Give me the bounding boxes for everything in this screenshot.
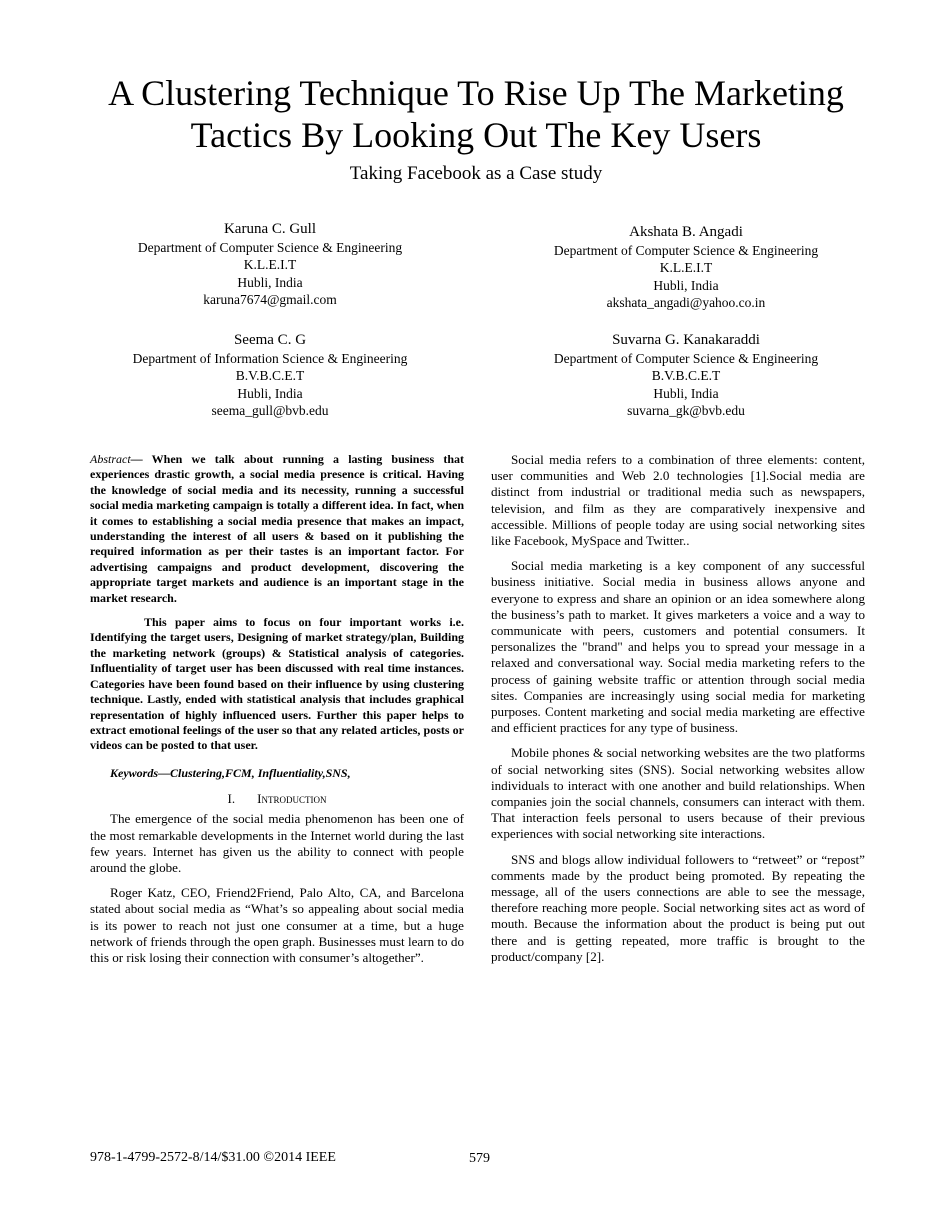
author-name: Seema C. G — [233, 332, 307, 348]
abstract-paragraph — [90, 452, 464, 606]
body-paragraph: Social media refers to a combination of three elements: content, user communities and Web 2.0 technologies [1].Social media are distinct from industrial or traditional media such as newspapers, television, and film as they are comparatively inexpensive and accessible. Millions of people today are using social networking sites like Facebook, MySpace and Twitter.. — [491, 452, 865, 549]
body-paragraph: Social media marketing is a key component of any successful business initiative. Social media in business allows anyone and everyone to express and share an opinion or an idea somewhere along the business’s path to market. It gives marketers a voice and a way to communicate with peers, customers and potential consumers. It personalizes the "brand" and helps you to spread your message in a relaxed and conversational way. Social media marketing refers to the process of gaining website traffic or attention through social media sites. Companies are increasingly using social media for marketing purposes. Content marketing and social media marketing are effective and efficient practices for any type of business. — [491, 558, 865, 736]
author-city: Hubli, India — [237, 385, 303, 401]
author-city: Hubli, India — [237, 274, 303, 290]
author-institution: B.V.B.C.E.T — [651, 368, 721, 384]
author-email: seema_gull@bvb.edu — [211, 402, 329, 418]
paper-subtitle: Taking Facebook as a Case study — [349, 163, 603, 184]
author-city: Hubli, India — [653, 385, 719, 401]
body-paragraph: SNS and blogs allow individual followers to “retweet” or “repost” comments made by the product being promoted. By repeating the message, all of the users connections are able to see the message, therefore reaching more people. Social networking sites act as word of mouth. Because the information about the product is being put out there and is getting repeated, more traffic is brought to the product/company [2]. — [491, 851, 865, 964]
page-number: 579 — [469, 1151, 490, 1166]
author-block — [100, 219, 440, 308]
title-line-1: A Clustering Technique To Rise Up The Marketing — [108, 73, 844, 113]
author-institution: K.L.E.I.T — [659, 260, 713, 276]
paper-title — [0, 72, 952, 156]
author-email: karuna7674@gmail.com — [203, 291, 337, 307]
right-column — [491, 452, 865, 974]
section-title: Introduction — [257, 791, 327, 807]
author-block — [510, 330, 862, 419]
body-paragraph: Roger Katz, CEO, Friend2Friend, Palo Alto, CA, and Barcelona stated about social media as “What’s so appealing about social media is its power to reach not just one consumer at a time, but a huge network of friends through the open graph. Businesses must learn to do this or risk losing their connection with consumer’s altogether”. — [90, 885, 464, 965]
author-email: suvarna_gk@bvb.edu — [627, 402, 745, 418]
author-block — [100, 330, 440, 419]
author-department: Department of Computer Science & Engineering — [137, 240, 403, 255]
keywords: Keywords—Clustering,FCM, Influentiality,SNS, — [110, 765, 351, 780]
title-line-2: Tactics By Looking Out The Key Users — [190, 115, 762, 155]
author-name: Karuna C. Gull — [223, 221, 317, 237]
author-name: Suvarna G. Kanakaraddi — [612, 332, 760, 348]
section-number: I. — [227, 791, 236, 807]
author-department: Department of Computer Science & Engineering — [553, 351, 819, 366]
abstract-text: When we talk about running a lasting business that experiences drastic growth, a social media presence is critical. Having the knowledge of social media and its necessity, running a successful social media marketing campaign is totally a different idea. In fact, when it comes to establishing a social media presence that makes an impact, understanding the interest of all users & based on it publishing the required information as per their tastes is an important factor. For advertising campaigns and product development, discovering the appropriate target markets and audience is an important stage in the market research. — [90, 452, 464, 605]
section-heading — [90, 791, 464, 807]
left-column — [90, 452, 464, 975]
author-name: Akshata B. Angadi — [629, 224, 743, 240]
abstract-label: Abstract — [90, 452, 131, 466]
abstract-dash: — — [130, 452, 143, 466]
body-paragraph: The emergence of the social media phenomenon has been one of the most remarkable developments in the Internet world during the last few years. Internet has given us the ability to connect with people around the globe. — [90, 811, 464, 875]
author-department: Department of Information Science & Engineering — [132, 351, 408, 366]
abstract-paragraph-2: This paper aims to focus on four important works i.e. Identifying the target users, Designing of market strategy/plan, Building the marketing network (groups) & Statistical analysis of categories. Influentiality of target user has been discussed with real time instances. Categories have been found based on their influence by using clustering technique. Lastly, ended with statistical analysis that includes graphical representation of highly influenced users. Further this paper helps to extract emotional feelings of the user so that any related articles, posts or videos can be posted to that user. — [90, 615, 464, 753]
footer-isbn: 978-1-4799-2572-8/14/$31.00 ©2014 IEEE — [90, 1150, 336, 1165]
author-institution: B.V.B.C.E.T — [235, 368, 305, 384]
author-institution: K.L.E.I.T — [243, 257, 297, 273]
author-city: Hubli, India — [653, 277, 719, 293]
body-paragraph: Mobile phones & social networking websites are the two platforms of social networking sites (SNS). Social networking websites allow individuals to interact with one another and build relationships. When companies join the social channels, consumers can interact with them. That interaction feels personal to users because of their previous experiences with social networking site interactions. — [491, 745, 865, 842]
author-department: Department of Computer Science & Engineering — [553, 243, 819, 258]
author-block — [510, 222, 862, 311]
author-email: akshata_angadi@yahoo.co.in — [606, 294, 766, 310]
